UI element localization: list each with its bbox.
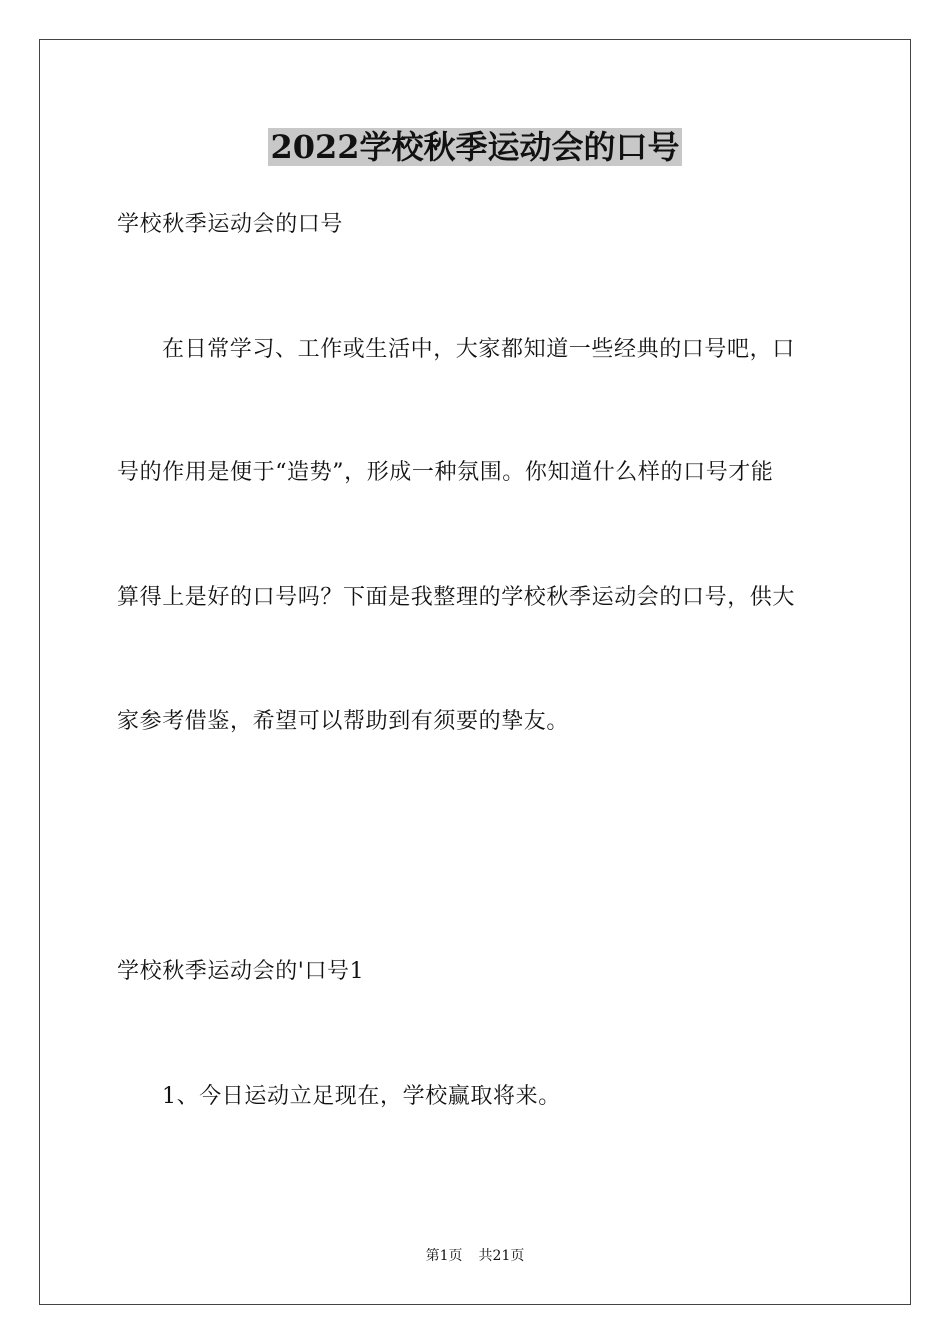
intro-line-4: 家参考借鉴，希望可以帮助到有须要的挚友。 — [117, 709, 570, 734]
section-heading: 学校秋季运动会的'口号1 — [117, 959, 365, 984]
intro-line-1: 在日常学习、工作或生活中，大家都知道一些经典的口号吧，口 — [162, 337, 795, 362]
title-text: 2022学校秋季运动会的口号 — [270, 128, 680, 166]
subtitle: 学校秋季运动会的口号 — [117, 212, 344, 237]
page-footer — [0, 1246, 950, 1266]
intro-line-2: 号的作用是便于“造势”，形成一种氛围。你知道什么样的口号才能 — [117, 460, 774, 485]
page-total: 共21页 — [478, 1248, 525, 1264]
intro-line-3: 算得上是好的口号吗？下面是我整理的学校秋季运动会的口号，供大 — [117, 585, 796, 610]
page-number: 第1页 — [425, 1248, 463, 1264]
document-title — [0, 126, 950, 168]
list-item: 1、今日运动立足现在，学校赢取将来。 — [162, 1084, 561, 1109]
